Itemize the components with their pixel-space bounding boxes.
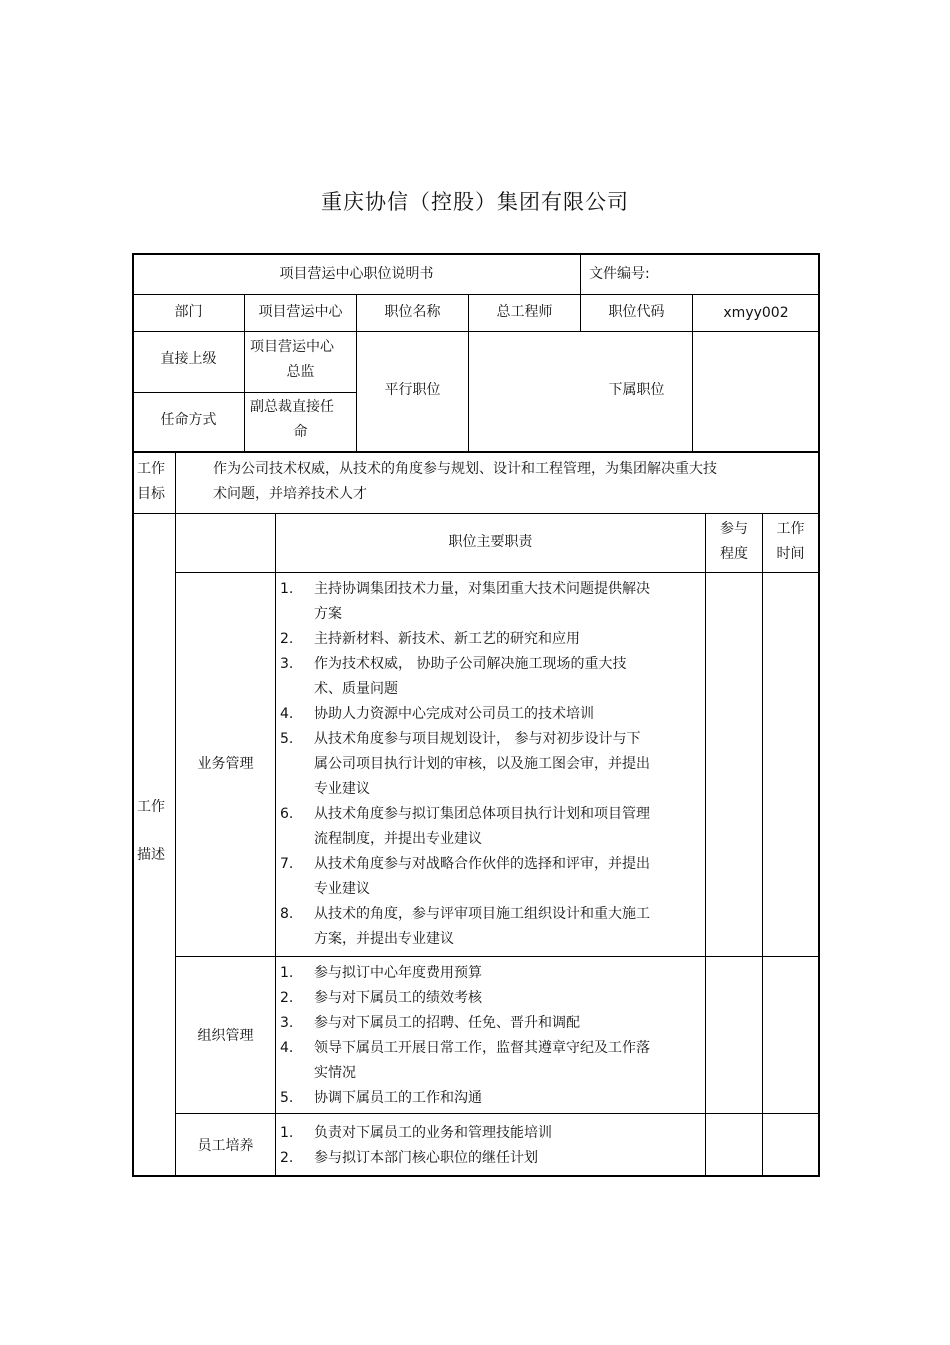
col-divider (705, 513, 706, 1176)
list-item: 7. 从技术角度参与对战略合作伙伴的选择和评审，并提出专业建议 (280, 856, 650, 897)
goal-text-line2: 术问题，并培养技术人才 (213, 486, 367, 502)
description-label-line1: 工作 (137, 799, 165, 815)
list-item: 5. 协调下属员工的工作和沟通 (280, 1090, 482, 1106)
dept-value: 项目营运中心 (258, 304, 343, 320)
position-label: 职位名称 (384, 304, 441, 320)
worktime-header-line2: 时间 (776, 546, 805, 562)
section-label-training: 员工培养 (197, 1138, 254, 1154)
section-label-business: 业务管理 (197, 756, 254, 772)
row-divider (133, 392, 357, 393)
description-label-line2: 描述 (137, 847, 165, 863)
list-item: 1. 负责对下属员工的业务和管理技能培训 (280, 1125, 552, 1141)
goal-label-line2: 目标 (137, 486, 165, 502)
row-divider (175, 956, 819, 957)
appoint-label: 任命方式 (160, 412, 217, 428)
code-label: 职位代码 (608, 304, 665, 320)
list-item: 2. 主持新材料、新技术、新工艺的研究和应用 (280, 631, 580, 647)
row-divider (133, 331, 819, 332)
row-divider (133, 451, 819, 453)
participation-header-line2: 程度 (720, 546, 748, 562)
code-value: xmyy002 (723, 305, 789, 321)
superior-value-line2: 总监 (286, 364, 315, 380)
list-item: 2. 参与拟订本部门核心职位的继任计划 (280, 1150, 538, 1166)
page-title: 重庆协信（控股）集团有限公司 (321, 190, 629, 214)
list-item: 4. 协助人力资源中心完成对公司员工的技术培训 (280, 706, 594, 722)
goal-label-line1: 工作 (137, 461, 165, 477)
worktime-header-line1: 工作 (776, 521, 805, 537)
list-item: 8. 从技术的角度，参与评审项目施工组织设计和重大施工方案，并提出专业建议 (280, 906, 650, 947)
list-item: 1. 主持协调集团技术力量，对集团重大技术问题提供解决方案 (280, 581, 650, 622)
organization-duties-list (277, 961, 654, 1111)
superior-label: 直接上级 (160, 351, 217, 367)
row-divider (133, 294, 819, 295)
subordinate-position-label: 下属职位 (608, 382, 665, 398)
col-divider (175, 452, 176, 1176)
section-label-organization: 组织管理 (197, 1028, 254, 1044)
list-item: 1. 参与拟订中心年度费用预算 (280, 965, 482, 981)
dept-label: 部门 (174, 304, 203, 320)
doc-name: 项目营运中心职位说明书 (279, 266, 434, 282)
training-duties-list (277, 1121, 654, 1171)
table-border-bottom (132, 1175, 820, 1177)
participation-header-line1: 参与 (720, 521, 748, 537)
table-border-top (132, 253, 820, 255)
position-value: 总工程师 (496, 304, 553, 320)
file-number-label: 文件编号: (589, 266, 650, 282)
list-item: 4. 领导下属员工开展日常工作，监督其遵章守纪及工作落实情况 (280, 1040, 650, 1081)
business-duties-list (277, 577, 654, 952)
list-item: 6. 从技术角度参与拟订集团总体项目执行计划和项目管理流程制度，并提出专业建议 (280, 806, 650, 847)
col-divider (762, 513, 763, 1176)
list-item: 2. 参与对下属员工的绩效考核 (280, 990, 482, 1006)
superior-value-line1: 项目营运中心 (250, 339, 334, 355)
appoint-value-line2: 命 (293, 424, 308, 440)
list-item: 3. 作为技术权威， 协助子公司解决施工现场的重大技术、质量问题 (280, 656, 627, 697)
parallel-position-label: 平行职位 (384, 382, 441, 398)
row-divider (175, 1113, 819, 1114)
duties-header: 职位主要职责 (448, 534, 533, 550)
col-divider (275, 513, 276, 1176)
row-divider (175, 572, 819, 573)
goal-text-line1: 作为公司技术权威，从技术的角度参与规划、设计和工程管理，为集团解决重大技 (213, 461, 717, 477)
row-divider (133, 513, 819, 514)
list-item: 3. 参与对下属员工的招聘、任免、晋升和调配 (280, 1015, 580, 1031)
list-item: 5. 从技术角度参与项目规划设计， 参与对初步设计与下属公司项目执行计划的审核，以及施工图会审，并提出专业建议 (280, 731, 650, 797)
appoint-value-line1: 副总裁直接任 (250, 399, 334, 415)
table-border-right (818, 253, 820, 1177)
